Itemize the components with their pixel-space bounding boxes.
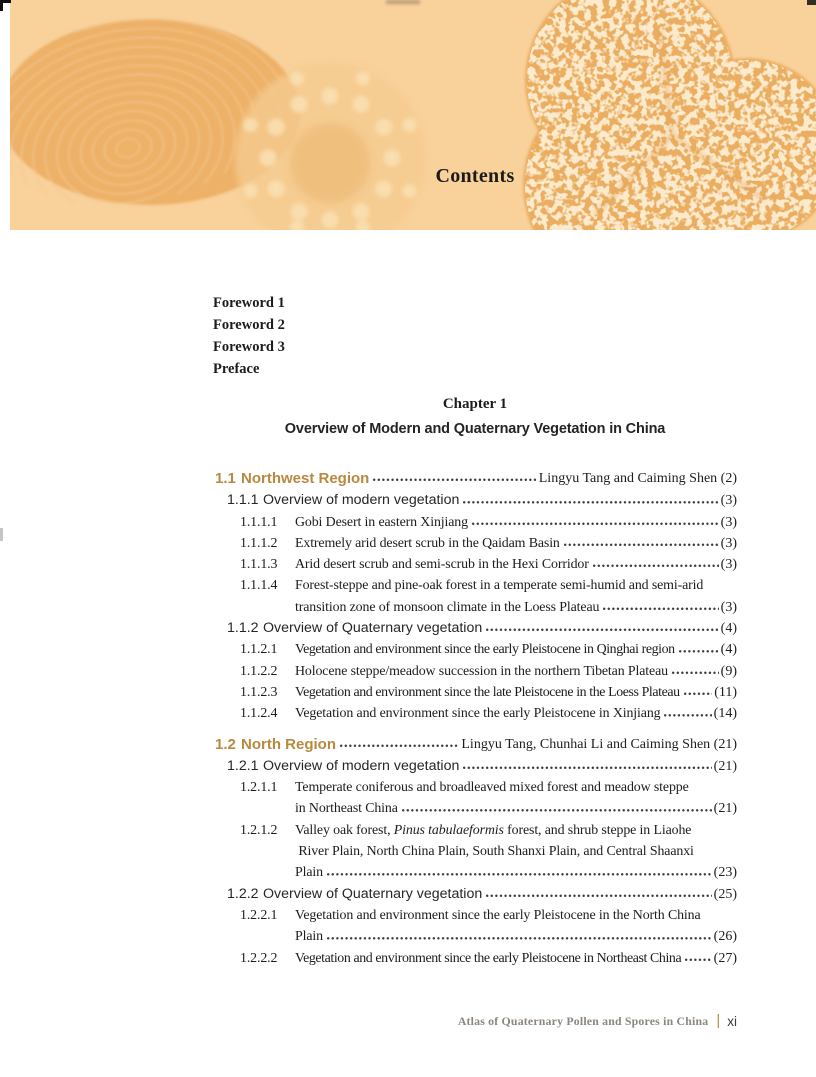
- toc-entry-line: [295, 682, 737, 703]
- toc-entry-content: [241, 468, 737, 489]
- toc-entry-number: 1.1.1.3: [240, 557, 278, 573]
- toc-entry-1.1.2.2: [213, 661, 737, 682]
- toc-entry-content: [295, 905, 737, 948]
- crop-mark-top-left-vertical: [0, 0, 3, 11]
- toc-entry-line: [295, 639, 737, 660]
- content-block: [213, 292, 737, 969]
- dot-leader: [685, 948, 711, 969]
- toc-entry-number: 1.2: [215, 735, 236, 753]
- toc-entry-number: 1.2.2.1: [240, 907, 278, 923]
- toc-entry-content: [295, 554, 737, 575]
- toc-entry-page: (21): [713, 758, 737, 774]
- front-matter-item: Preface: [213, 361, 260, 377]
- footer-page-number: xi: [727, 1013, 737, 1029]
- toc-entry-number: 1.2.1: [227, 757, 259, 774]
- dot-leader: [327, 926, 712, 947]
- toc-entry-page: (3): [720, 535, 737, 551]
- toc-entry-title: Overview of modern vegetation: [263, 757, 460, 774]
- toc-entry-1.2.1.2: [213, 820, 737, 884]
- toc-entry-page: (4): [720, 621, 737, 637]
- toc-entry-page: (4): [720, 642, 737, 658]
- banner-art: [10, 0, 816, 230]
- edge-tick-mark: [0, 528, 3, 541]
- dot-leader: [684, 682, 713, 703]
- toc-entry-line: [295, 926, 737, 947]
- dot-leader: [373, 468, 536, 489]
- toc-entry-content: [295, 948, 737, 969]
- toc-entry-line: [241, 468, 737, 489]
- toc-entry-number: 1.1: [215, 470, 236, 487]
- dot-leader: [463, 756, 711, 777]
- toc-entry-title: Northwest Region: [241, 470, 370, 487]
- toc-entry-title: Arid desert scrub and semi-scrub in the Hexi Corridor: [295, 557, 589, 573]
- toc-entry-authors-page: Lingyu Tang, Chunhai Li and Caiming Shen (21): [461, 736, 737, 752]
- toc-entry-content: [263, 618, 737, 639]
- toc-entry-page: (21): [713, 801, 737, 817]
- toc-entry-1.1.2.4: [213, 703, 737, 724]
- toc-entry-title: Vegetation and environment since the early Pleistocene in the North China: [295, 907, 701, 923]
- toc-entry-line: [295, 512, 737, 533]
- toc-entry-1.2.2.2: [213, 948, 737, 969]
- toc-entry-line: [295, 703, 737, 724]
- toc-entry-title: transition zone of monsoon climate in the Loess Plateau: [295, 599, 600, 615]
- toc-entry-number: 1.1.1.4: [240, 578, 278, 594]
- chapter-label: Chapter 1: [442, 396, 508, 412]
- toc-entry-line: [295, 661, 737, 682]
- toc-entry-title: Plain: [295, 865, 323, 881]
- dot-leader: [593, 554, 719, 575]
- toc-entry-page: (3): [720, 557, 737, 573]
- toc-entry-line: [295, 798, 737, 819]
- front-matter-item: Foreword 3: [213, 339, 285, 355]
- toc-entry-content: [295, 820, 737, 884]
- dot-leader: [672, 661, 719, 682]
- toc-entry-1.1.1.1: [213, 512, 737, 533]
- toc-list: [213, 468, 737, 969]
- scan-smudge: [386, 0, 420, 4]
- toc-entry-page: (25): [713, 886, 737, 902]
- toc-entry-number: 1.1.2.3: [240, 684, 278, 700]
- toc-entry-1.1.2.1: [213, 639, 737, 660]
- toc-entry-page: (23): [713, 865, 737, 881]
- dot-leader: [679, 639, 719, 660]
- toc-entry-content: [295, 682, 737, 703]
- toc-entry-title: Extremely arid desert scrub in the Qaidam Basin: [295, 535, 560, 551]
- toc-entry-1.2.1.1: [213, 777, 737, 820]
- toc-entry-number: 1.1.2.2: [240, 663, 278, 679]
- dot-leader: [340, 734, 459, 755]
- toc-entry-title: Plain: [295, 929, 323, 945]
- toc-entry-line: [241, 734, 737, 755]
- toc-entry-page: (3): [720, 514, 737, 530]
- toc-entry-number: 1.1.1.1: [240, 514, 278, 530]
- toc-entry-content: [263, 756, 737, 777]
- toc-entry-line: [263, 618, 737, 639]
- toc-entry-content: [295, 639, 737, 660]
- toc-entry-number: 1.1.2.4: [240, 706, 278, 722]
- toc-entry-title: Holocene steppe/meadow succession in the northern Tibetan Plateau: [295, 663, 668, 679]
- toc-entry-number: 1.1.1.2: [240, 535, 278, 551]
- toc-entry-1.2: [213, 734, 737, 755]
- dot-leader: [402, 798, 712, 819]
- dot-leader: [327, 862, 712, 883]
- toc-entry-line: [295, 948, 737, 969]
- toc-entry-content: [295, 512, 737, 533]
- toc-entry-number: 1.1.2.1: [240, 642, 278, 658]
- toc-entry-title: Overview of Quaternary vegetation: [263, 620, 483, 637]
- toc-entry-1.2.2: [213, 884, 737, 905]
- toc-entry-content: [295, 777, 737, 820]
- front-matter-list: [213, 292, 737, 380]
- chapter-heading: [213, 393, 737, 442]
- toc-entry-title: Vegetation and environment since the early Pleistocene in Qinghai region: [295, 642, 675, 658]
- toc-entry-title: Valley oak forest, Pinus tabulaeformis forest, and shrub steppe in Liaohe: [295, 822, 692, 838]
- chapter-title: Overview of Modern and Quaternary Vegetation in China: [284, 421, 666, 437]
- dot-leader: [472, 512, 719, 533]
- toc-entry-number: 1.2.1.1: [240, 780, 278, 796]
- toc-entry-authors-page: Lingyu Tang and Caiming Shen (2): [538, 471, 737, 486]
- toc-entry-line: [295, 575, 737, 596]
- banner: [10, 0, 816, 230]
- toc-entry-content: [295, 575, 737, 618]
- dot-leader: [463, 490, 718, 511]
- toc-entry-line: [263, 490, 737, 511]
- toc-entry-page: (26): [713, 929, 737, 945]
- toc-entry-line: [263, 884, 737, 905]
- toc-entry-1.1.1.2: [213, 533, 737, 554]
- toc-entry-number: 1.2.2: [227, 885, 259, 902]
- front-matter-item: Foreword 1: [213, 295, 285, 311]
- toc-entry-1.1.2.3: [213, 682, 737, 703]
- toc-entry-title: River Plain, North China Plain, South Shanxi Plain, and Central Shaanxi: [295, 844, 694, 860]
- toc-entry-content: [295, 703, 737, 724]
- dot-leader: [564, 533, 719, 554]
- toc-entry-page: (27): [713, 950, 737, 966]
- toc-entry-content: [263, 884, 737, 905]
- dot-leader: [486, 884, 711, 905]
- toc-entry-1.1.2: [213, 618, 737, 639]
- toc-entry-content: [241, 734, 737, 755]
- toc-entry-line: [295, 777, 737, 798]
- toc-entry-title: Overview of modern vegetation: [263, 492, 460, 509]
- toc-entry-title: Gobi Desert in eastern Xinjiang: [295, 514, 468, 530]
- toc-entry-page: (14): [713, 706, 737, 722]
- page-title: Contents: [435, 165, 515, 187]
- toc-entry-page: (3): [720, 599, 737, 615]
- dot-leader: [664, 703, 711, 724]
- toc-entry-number: 1.1.1: [227, 492, 259, 509]
- toc-entry-line: [295, 862, 737, 883]
- toc-entry-title: Forest-steppe and pine-oak forest in a temperate semi-humid and semi-arid: [295, 578, 704, 594]
- toc-entry-page: (11): [714, 684, 737, 700]
- toc-entry-number: 1.1.2: [227, 620, 259, 637]
- toc-entry-title: Vegetation and environment since the early Pleistocene in Xinjiang: [295, 706, 661, 722]
- front-matter-item: Foreword 2: [213, 317, 285, 333]
- toc-entry-line: [295, 597, 737, 618]
- page-footer: [458, 1012, 737, 1030]
- toc-entry-page: (3): [720, 493, 737, 509]
- toc-entry-title: North Region: [241, 735, 336, 753]
- toc-entry-line: [295, 820, 737, 841]
- pollen-grain-trilete-icon: [523, 0, 816, 230]
- footer-book-title: Atlas of Quaternary Pollen and Spores in China: [457, 1013, 709, 1028]
- toc-entry-line: [295, 841, 737, 862]
- toc-entry-1.1.1: [213, 490, 737, 511]
- toc-entry-1.1.1.3: [213, 554, 737, 575]
- toc-entry-title: Vegetation and environment since the late Pleistocene in the Loess Plateau: [295, 684, 680, 700]
- dot-leader: [603, 597, 718, 618]
- dot-leader: [486, 618, 718, 639]
- toc-entry-title: Temperate coniferous and broadleaved mixed forest and meadow steppe: [295, 780, 689, 796]
- toc-entry-content: [295, 661, 737, 682]
- toc-entry-title: Vegetation and environment since the early Pleistocene in Northeast China: [295, 950, 682, 966]
- toc-entry-line: [295, 554, 737, 575]
- toc-entry-1.2.2.1: [213, 905, 737, 948]
- toc-entry-content: [263, 490, 737, 511]
- toc-entry-1.1.1.4: [213, 575, 737, 618]
- toc-entry-line: [295, 905, 737, 926]
- toc-entry-1.1: [213, 468, 737, 489]
- toc-entry-page: (9): [720, 663, 737, 679]
- toc-entry-title: in Northeast China: [295, 801, 398, 817]
- toc-entry-number: 1.2.1.2: [240, 822, 278, 838]
- toc-entry-line: [263, 756, 737, 777]
- toc-entry-title: Overview of Quaternary vegetation: [263, 885, 483, 902]
- crop-mark-top-right: [807, 0, 816, 5]
- toc-entry-content: [295, 533, 737, 554]
- toc-entry-number: 1.2.2.2: [240, 950, 278, 966]
- toc-entry-1.2.1: [213, 756, 737, 777]
- toc-entry-line: [295, 533, 737, 554]
- footer-separator-bar: |: [716, 1012, 721, 1029]
